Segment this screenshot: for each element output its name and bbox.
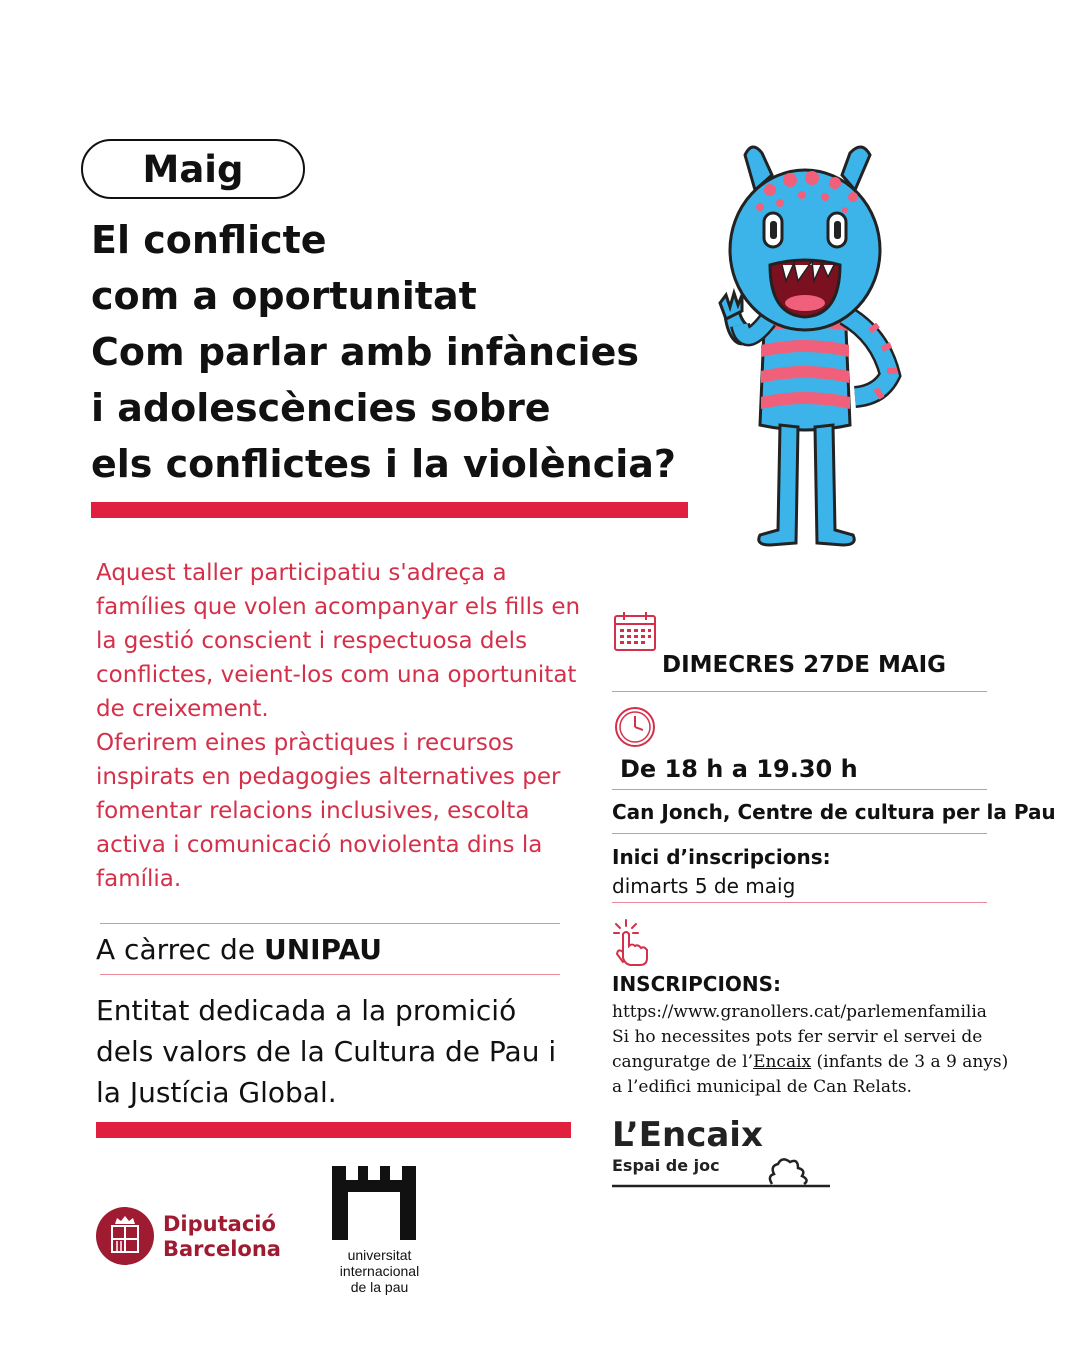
puzzle-icon bbox=[612, 1148, 832, 1194]
organizer-prefix: A càrrec de bbox=[96, 933, 264, 966]
diputacio-line-2: Barcelona bbox=[163, 1237, 281, 1261]
title-line-3: Com parlar amb infàncies bbox=[91, 330, 639, 374]
title-line-1: El conflicte bbox=[91, 218, 327, 262]
inscriptions-line-4: a l’edifici municipal de Can Relats. bbox=[612, 1077, 912, 1097]
event-place: Can Jonch, Centre de cultura per la Pau bbox=[612, 800, 1056, 824]
inscriptions-line-2: Si ho necessites pots fer servir el servei de bbox=[612, 1027, 983, 1047]
diputacio-name bbox=[163, 1212, 281, 1262]
inscriptions-text bbox=[612, 1000, 1042, 1100]
intro-paragraph-2: Oferirem eines pràctiques i recursos inspirats en pedagogies alternatives per fomentar relacions inclusives, escolta activa i comunicació noviolenta dins la família. bbox=[96, 730, 561, 892]
event-date: DIMECRES 27DE MAIG bbox=[662, 652, 947, 678]
inscriptions-title: INSCRIPCIONS: bbox=[612, 972, 782, 996]
organizer-line bbox=[96, 933, 382, 966]
clock-icon bbox=[614, 706, 656, 748]
title-divider bbox=[91, 502, 688, 518]
organizer-divider-bottom bbox=[100, 974, 560, 975]
encaix-logo-title: L’Encaix bbox=[612, 1115, 763, 1155]
inscriptions-url[interactable]: https://www.granollers.cat/parlemenfamilia bbox=[612, 1002, 987, 1022]
place-divider bbox=[612, 833, 987, 834]
month-badge bbox=[81, 139, 305, 199]
organizer-divider-top bbox=[100, 923, 560, 924]
unipau-line-1: universitat bbox=[347, 1247, 412, 1263]
intro-paragraph-1: Aquest taller participatiu s'adreça a famílies que volen acompanyar els fills en la gestió conscient i respectuosa dels conflictes, veient-los com una oportunitat de creixement. bbox=[96, 560, 581, 722]
calendar-icon bbox=[612, 610, 658, 652]
page-title bbox=[91, 212, 711, 492]
inscriptions-line-3-before: canguratge de l’ bbox=[612, 1052, 754, 1072]
unipau-line-3: de la pau bbox=[350, 1279, 409, 1295]
intro-text bbox=[96, 556, 586, 896]
encaix-link[interactable]: Encaix bbox=[753, 1052, 812, 1072]
diputacio-line-1: Diputació bbox=[163, 1212, 276, 1236]
title-line-2: com a oportunitat bbox=[91, 274, 477, 318]
unipau-line-2: internacional bbox=[339, 1263, 420, 1279]
organizer-name: UNIPAU bbox=[263, 933, 383, 966]
inscriptions-line-3 bbox=[612, 1050, 1042, 1075]
encaix-logo-subtitle: Espai de joc bbox=[612, 1156, 720, 1175]
month-label: Maig bbox=[142, 147, 244, 191]
unipau-logo bbox=[320, 1162, 440, 1246]
event-time: De 18 h a 19.30 h bbox=[620, 755, 858, 783]
registration-label: Inici d’inscripcions: bbox=[612, 845, 831, 869]
time-divider bbox=[612, 789, 987, 790]
unipau-name bbox=[322, 1247, 437, 1295]
click-hand-icon bbox=[612, 918, 654, 968]
title-line-4: i adolescències sobre bbox=[91, 386, 551, 430]
organizer-description: Entitat dedicada a la promició dels valors de la Cultura de Pau i la Justícia Global. bbox=[96, 994, 557, 1109]
monster-illustration bbox=[700, 135, 910, 554]
registration-date: dimarts 5 de maig bbox=[612, 874, 796, 898]
date-divider bbox=[612, 691, 987, 692]
diputacio-logo bbox=[95, 1206, 155, 1270]
bottom-divider bbox=[96, 1122, 571, 1138]
inscriptions-line-3-after: (infants de 3 a 9 anys) bbox=[811, 1052, 1009, 1072]
title-line-5: els conflictes i la violència? bbox=[91, 442, 676, 486]
registration-divider bbox=[612, 902, 987, 903]
